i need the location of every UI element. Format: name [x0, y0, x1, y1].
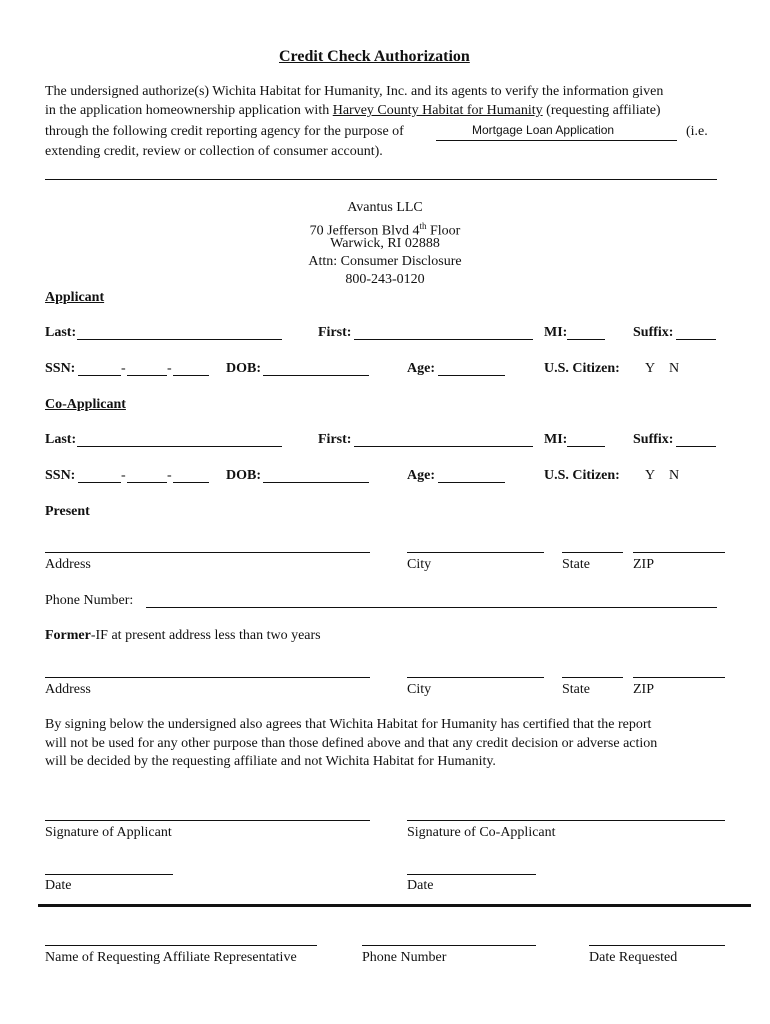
present-address-field[interactable]: [45, 552, 370, 553]
applicant-last-field[interactable]: [77, 339, 282, 340]
present-state-label: State: [562, 557, 590, 572]
agency-street-suffix: Floor: [426, 223, 461, 239]
coapplicant-date-field[interactable]: [407, 874, 536, 875]
intro-line-2-end: (requesting affiliate): [546, 103, 661, 118]
coapplicant-citizen-label: U.S. Citizen:: [544, 468, 620, 483]
former-heading: [45, 627, 321, 645]
applicant-last-label: Last:: [45, 325, 77, 340]
phone-number-field[interactable]: [146, 607, 717, 608]
intro-line-2: [45, 102, 661, 121]
applicant-dob-field[interactable]: [263, 375, 369, 376]
applicant-signature-label: Signature of Applicant: [45, 825, 172, 840]
coapplicant-ssn-part3[interactable]: [173, 482, 209, 483]
coapplicant-heading: Co-Applicant: [45, 397, 126, 412]
applicant-ssn-dash-2: -: [167, 361, 172, 376]
agency-attn: Attn: Consumer Disclosure: [308, 254, 462, 269]
applicant-citizen-no[interactable]: N: [669, 361, 680, 376]
applicant-citizen-yes[interactable]: Y: [645, 361, 656, 376]
section-divider: [45, 179, 717, 180]
coapplicant-ssn-label: SSN:: [45, 468, 76, 483]
present-zip-label: ZIP: [633, 557, 654, 572]
coapplicant-age-field[interactable]: [438, 482, 505, 483]
coapplicant-ssn-part2[interactable]: [127, 482, 167, 483]
coapplicant-first-field[interactable]: [354, 446, 533, 447]
coapplicant-mi-field[interactable]: [567, 446, 605, 447]
applicant-suffix-field[interactable]: [676, 339, 716, 340]
coapplicant-ssn-dash-1: -: [121, 468, 126, 483]
former-state-label: State: [562, 682, 590, 697]
coapplicant-age-label: Age:: [407, 468, 435, 483]
former-zip-label: ZIP: [633, 682, 654, 697]
applicant-dob-label: DOB:: [226, 361, 261, 376]
applicant-age-field[interactable]: [438, 375, 505, 376]
present-city-field[interactable]: [407, 552, 544, 553]
agency-street-text: 70 Jefferson Blvd 4: [309, 223, 420, 239]
former-address-field[interactable]: [45, 677, 370, 678]
coapplicant-last-label: Last:: [45, 432, 77, 447]
applicant-signature-field[interactable]: [45, 820, 370, 821]
present-address-label: Address: [45, 557, 91, 572]
present-heading: Present: [45, 504, 90, 519]
phone-number-label: Phone Number:: [45, 593, 134, 608]
applicant-date-label: Date: [45, 878, 72, 893]
coapplicant-ssn-dash-2: -: [167, 468, 172, 483]
intro-line-1: The undersigned authorize(s) Wichita Habitat for Humanity, Inc. and its agents to verify the information given: [45, 84, 664, 99]
applicant-age-label: Age:: [407, 361, 435, 376]
applicant-date-field[interactable]: [45, 874, 173, 875]
intro-line-3-start: through the following credit reporting agency for the purpose of: [45, 124, 404, 139]
rep-phone-field[interactable]: [362, 945, 536, 946]
page-title: Credit Check Authorization: [279, 48, 470, 65]
former-address-label: Address: [45, 682, 91, 697]
former-zip-field[interactable]: [633, 677, 725, 678]
applicant-citizen-label: U.S. Citizen:: [544, 361, 620, 376]
applicant-ssn-part1[interactable]: [78, 375, 121, 376]
agency-name: Avantus LLC: [347, 200, 423, 215]
former-heading-bold: Former: [45, 628, 91, 643]
applicant-suffix-label: Suffix:: [633, 325, 674, 340]
coapplicant-ssn-part1[interactable]: [78, 482, 121, 483]
requesting-affiliate-name: Harvey County Habitat for Humanity: [332, 103, 543, 118]
former-state-field[interactable]: [562, 677, 623, 678]
coapplicant-mi-label: MI:: [544, 432, 568, 447]
former-heading-rest: -IF at present address less than two years: [90, 628, 321, 643]
coapplicant-suffix-field[interactable]: [676, 446, 716, 447]
intro-line-2-start: in the application homeownership application with: [45, 103, 330, 118]
coapplicant-last-field[interactable]: [77, 446, 282, 447]
applicant-mi-field[interactable]: [567, 339, 605, 340]
coapplicant-dob-label: DOB:: [226, 468, 261, 483]
agreement-line-3: will be decided by the requesting affiliate and not Wichita Habitat for Humanity.: [45, 754, 496, 769]
applicant-first-label: First:: [318, 325, 352, 340]
intro-line-4: extending credit, review or collection of consumer account).: [45, 144, 383, 159]
agency-phone: 800-243-0120: [345, 272, 425, 287]
purpose-field-value[interactable]: Mortgage Loan Application: [472, 123, 615, 137]
applicant-ssn-dash-1: -: [121, 361, 126, 376]
applicant-ssn-part3[interactable]: [173, 375, 209, 376]
coapplicant-suffix-label: Suffix:: [633, 432, 674, 447]
agreement-line-2: will not be used for any other purpose than those defined above and that any credit decision or adverse action: [45, 736, 658, 751]
coapplicant-citizen-yes[interactable]: Y: [645, 468, 656, 483]
coapplicant-dob-field[interactable]: [263, 482, 369, 483]
rep-name-label: Name of Requesting Affiliate Representative: [45, 950, 297, 965]
coapplicant-signature-label: Signature of Co-Applicant: [407, 825, 556, 840]
rep-date-label: Date Requested: [589, 950, 678, 965]
present-city-label: City: [407, 557, 432, 572]
intro-line-3-end: (i.e.: [686, 124, 708, 139]
thick-divider: [38, 904, 751, 907]
applicant-first-field[interactable]: [354, 339, 533, 340]
agency-street-sup: th: [419, 221, 427, 231]
former-city-label: City: [407, 682, 432, 697]
present-zip-field[interactable]: [633, 552, 725, 553]
rep-date-field[interactable]: [589, 945, 725, 946]
former-city-field[interactable]: [407, 677, 544, 678]
applicant-ssn-part2[interactable]: [127, 375, 167, 376]
applicant-heading: Applicant: [45, 290, 105, 305]
rep-phone-label: Phone Number: [362, 950, 447, 965]
present-state-field[interactable]: [562, 552, 623, 553]
purpose-field-line: [436, 140, 677, 141]
agency-city: Warwick, RI 02888: [330, 236, 440, 251]
coapplicant-signature-field[interactable]: [407, 820, 725, 821]
coapplicant-first-label: First:: [318, 432, 352, 447]
coapplicant-citizen-no[interactable]: N: [669, 468, 680, 483]
applicant-ssn-label: SSN:: [45, 361, 76, 376]
agreement-line-1: By signing below the undersigned also agrees that Wichita Habitat for Humanity has certified that the report: [45, 717, 652, 732]
rep-name-field[interactable]: [45, 945, 317, 946]
coapplicant-date-label: Date: [407, 878, 434, 893]
applicant-mi-label: MI:: [544, 325, 568, 340]
